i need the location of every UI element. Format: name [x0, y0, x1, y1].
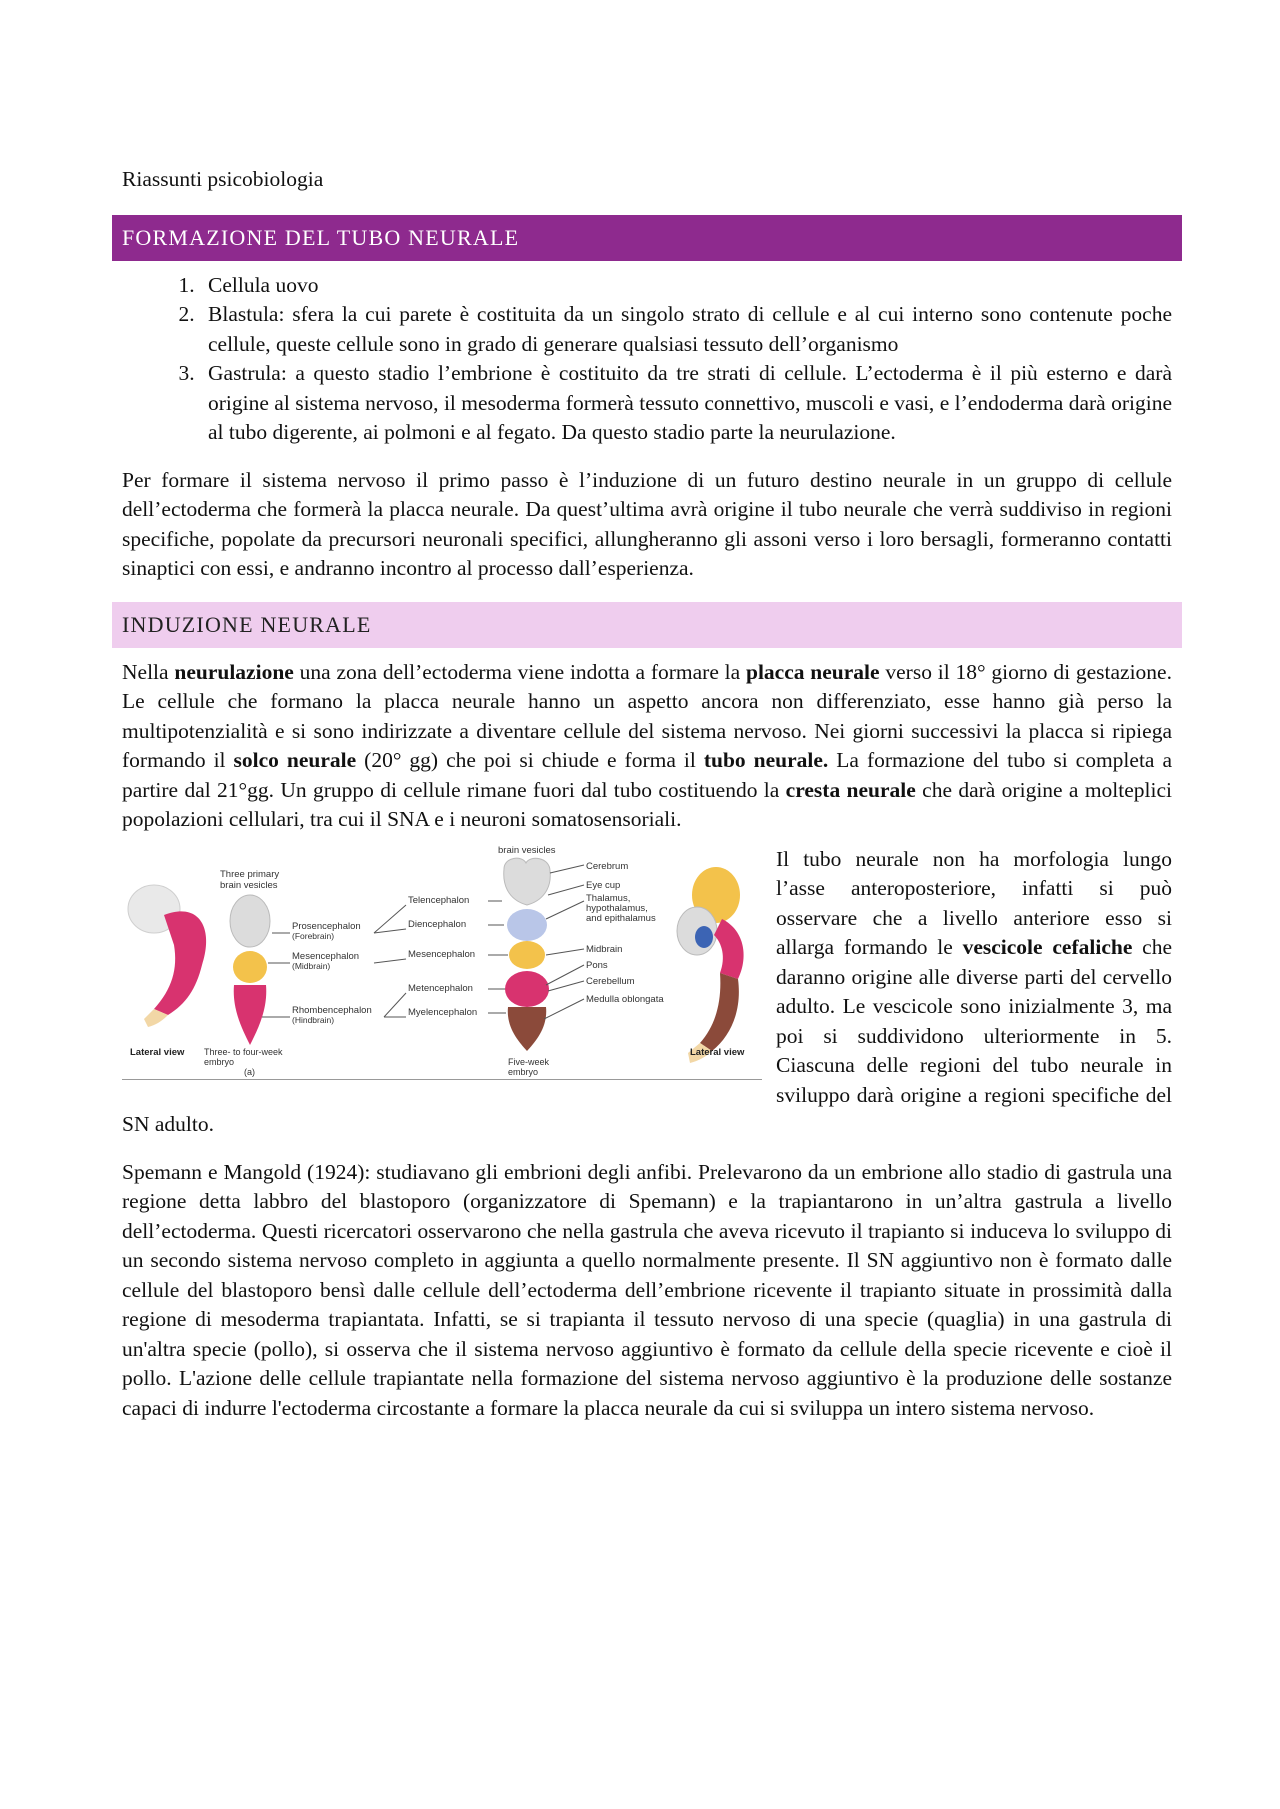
lateral-embryo-right [677, 867, 744, 1063]
paragraph-sistema-nervoso: Per formare il sistema nervoso il primo passo è l’induzione di un futuro destino neurale in un gruppo di cellule dell’ectoderma che formerà la placca neurale. Da quest’ultima avrà origine il tubo neurale che verrà suddiviso in regioni specifiche, popolate da precursori neuronali specifici, allungheranno gli assoni verso i loro bersagli, formeranno contatti sinaptici con essi, e andranno incontro al processo dall’esperienza. [122, 467, 1172, 580]
caption-a-line1: Three- to four-week [204, 1046, 283, 1057]
term-tubo-neurale: tubo neurale. [703, 748, 829, 772]
diencephalon-label: Diencephalon [408, 918, 467, 930]
caption-a-line2: embryo [204, 1056, 235, 1067]
term-solco-neurale: solco neurale [233, 748, 357, 772]
myelencephalon-label: Myelencephalon [408, 1006, 478, 1018]
brain-vesicles-figure [122, 839, 762, 1080]
telencephalon-label: Telencephalon [408, 894, 470, 906]
cerebrum-label: Cerebrum [586, 860, 629, 872]
term-placca-neurale: placca neurale [745, 659, 880, 684]
lateral-view-label-left: Lateral view [130, 1046, 185, 1058]
term-cresta-neurale: cresta neurale [785, 777, 916, 802]
paragraph-neurulazione: Nella neurulazione una zona dell’ectoderma viene indotta a formare la placca neurale verso il 18° giorno di gestazione. Le cellule che formano la placca neurale hanno un aspetto ancora non differenziato, esse hanno già perso la multipotenzialità e si sono indirizzate a diventare cellule del sistema nervoso. Nei giorni successivi la placca si ripiega formando il solco neurale (20° gg) che poi si chiude e forma il tubo neurale. La formazione del tubo si completa a partire dal 21°gg. Un gruppo di cellule rimane fuori dal tubo costituendo la cresta neurale che darà origine a molteplici popolazioni cellulari, tra cui il SNA e i neuroni somatosensoriali. [122, 659, 1172, 831]
metencephalon-label: Metencephalon [408, 982, 473, 994]
document-title: Riassunti psicobiologia [122, 167, 324, 191]
three-vesicles-title: Three primary [220, 868, 280, 880]
caption-b-line1: Five-week [508, 1056, 550, 1067]
five-vesicles-title: brain vesicles [498, 844, 556, 856]
five-vesicle-tube [504, 858, 551, 1051]
paragraph-spemann-mangold: Spemann e Mangold (1924): studiavano gli embrioni degli anfibi. Prelevarono da un embrione allo stadio di gastrula una regione detta labbro del blastoporo (organizzatore di Spemann) e la trapiantarono in un’altra gastrula a livello dell’ectoderma. Questi ricercatori osservarono che nella gastrula che aveva ricevuto il trapianto si induceva lo sviluppo di un secondo sistema nervoso completo in aggiunta a quello normalmente presente. Il SN aggiuntivo non è formato dalle cellule del blastoporo bensì dalle cellule dell’ectoderma dell’embrione ricevente il trapianto situate in prossimità dalla regione di mesoderma trapiantata. Infatti, se si trapianta il tessuto nervoso di una specie (quaglia) in una gastrula di un'altra specie (pollo), si osserva che il sistema nervoso aggiuntivo è formato da cellule della specie ricevente e cioè il pollo. L'azione delle cellule trapiantate nella formazione del sistema nervoso aggiuntivo è la produzione delle sostanze capaci di indurre l'ectoderma circostante a formare la placca neurale da cui si sviluppa un intero sistema nervoso. [122, 1159, 1172, 1420]
rhombencephalon-label: Rhombencephalon [292, 1004, 372, 1016]
prosencephalon-label: Prosencephalon [292, 920, 361, 932]
midbrain-adult-label: Midbrain [586, 943, 623, 955]
caption-a-letter: (a) [244, 1066, 255, 1077]
thalamus-label: Thalamus, [586, 892, 631, 904]
mesencephalon-five-label: Mesencephalon [408, 948, 476, 960]
term-vescicole-cefaliche: vescicole cefaliche [962, 935, 1133, 959]
paragraph-vescicole: Il tubo neurale non ha morfologia lungo l’asse anteroposteriore, infatti si può osservare che a livello anteriore esso si allarga formando le vescicole cefaliche che daranno origine alle diverse parti del cervello adulto. Le vescicole sono inizialmente 3, ma poi si suddividono ulteriormente in 5. Ciascuna delle regioni del tubo neurale in sviluppo darà origine a regioni specifiche del SN adulto. [122, 846, 1172, 1136]
three-vesicle-tube [230, 895, 270, 1045]
section-heading-formazione: FORMAZIONE DEL TUBO NEURALE [112, 215, 1182, 261]
hypothalamus-label: hypothalamus, [586, 902, 648, 914]
term-neurulazione: neurulazione [174, 659, 294, 684]
caption-b-line2: embryo [508, 1066, 539, 1077]
lateral-embryo-left [128, 885, 206, 1027]
list-item: 1. Cellula uovo [200, 271, 1172, 301]
cerebellum-label: Cerebellum [586, 975, 635, 987]
pons-label: Pons [586, 959, 608, 971]
list-item: 3. Gastrula: a questo stadio l’embrione è costituito da tre strati di cellule. L’ectoderma è il più esterno e darà origine al sistema nervoso, il mesoderma formerà tessuto connettivo, muscoli e vasi, e l’endoderma darà origine al tubo digerente, ai polmoni e al fegato. Da questo stadio parte la neurulazione. [200, 359, 1172, 448]
stages-list [122, 271, 1172, 448]
hindbrain-label: (Hindbrain) [292, 1014, 335, 1025]
brain-vesicles-diagram [122, 839, 762, 1079]
epithalamus-label: and epithalamus [586, 912, 656, 924]
three-vesicles-title-2: brain vesicles [220, 879, 278, 891]
document-body [122, 160, 1172, 1423]
lateral-view-label-right: Lateral view [690, 1046, 745, 1058]
mesencephalon-label: Mesencephalon [292, 950, 360, 962]
list-item: 2. Blastula: sfera la cui parete è costituita da un singolo strato di cellule e al cui interno sono contenute poche cellule, queste cellule sono in grado di generare qualsiasi tessuto dell’organismo [200, 300, 1172, 359]
eye-cup-label: Eye cup [586, 879, 621, 891]
section-heading-induzione: INDUZIONE NEURALE [112, 602, 1182, 648]
midbrain-label: (Midbrain) [292, 960, 331, 971]
forebrain-label: (Forebrain) [292, 930, 335, 941]
medulla-label: Medulla oblongata [586, 993, 664, 1005]
